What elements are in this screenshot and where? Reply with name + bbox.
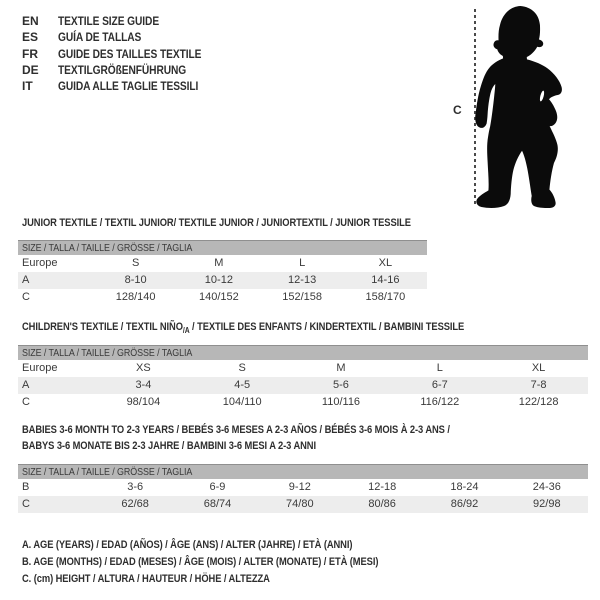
size-cell: L [436,362,443,374]
row-label: Europe [22,257,58,269]
babies-section-title-line2: BABYS 3-6 MONATE BIS 2-3 JAHRE / BAMBINI 3-6 MESI A 2-3 ANNI [22,440,316,452]
note-height-cm: C. (cm) HEIGHT / ALTURA / HAUTEUR / HÖHE / ALTEZZA [22,573,270,585]
table-row-europe [18,255,427,272]
height-cell: 128/140 [115,291,156,303]
age-cell: 4-5 [234,379,251,391]
children-section-title: CHILDREN'S TEXTILE / TEXTIL $NIÑO_{/A}$ / TEXTILE DES ENFANTS / KINDERTEXTIL / BAMBINI TESSILE [22,321,465,336]
size-cell: XS [136,362,151,374]
age-cell: 5-6 [333,379,349,391]
row-label: A [22,379,30,391]
table-row-age [18,377,588,394]
guide-title-fr: GUIDE DES TAILLES TEXTILE [58,46,202,61]
age-cell: 18-24 [450,481,479,493]
toddler-silhouette [473,6,576,208]
age-cell: 14-16 [371,274,400,286]
age-cell: 10-12 [204,274,233,286]
table-row-europe [18,360,588,377]
title-subscript: /A [182,326,190,336]
height-cell: 152/158 [282,291,322,303]
guide-title-en: TEXTILE SIZE GUIDE [58,14,160,28]
language-code: FR [22,46,38,61]
row-label: A [22,274,30,286]
junior-size-table [18,240,427,306]
age-cell: 6-7 [431,379,448,391]
guide-title-es: GUÍA DE TALLAS [58,30,142,45]
babies-size-table [18,464,588,513]
table-row-age [18,272,427,289]
row-label: C [22,498,30,510]
age-cell: 3-6 [127,481,144,493]
age-cell: 3-4 [135,379,152,391]
size-cell: L [299,257,306,269]
height-cell: 86/92 [450,498,479,510]
language-row-de [22,62,227,78]
note-age-years: A. AGE (YEARS) / EDAD (AÑOS) / ÂGE (ANS) / ALTER (JAHRE) / ETÀ (ANNI) [22,539,353,551]
table-row-height [18,394,588,411]
row-label: B [22,481,30,493]
size-header-bar: SIZE / TALLA / TAILLE / GRÖSSE / TAGLIA [18,345,588,360]
height-cell: 98/104 [126,396,161,408]
size-cell: XL [531,362,546,374]
height-cell: 116/122 [420,396,460,408]
row-label: C [22,396,30,408]
children-size-table [18,345,588,411]
table-row-age-months [18,479,588,496]
height-cell: 74/80 [286,498,314,510]
height-cell: 158/170 [365,291,406,303]
height-cell: 80/86 [368,498,396,510]
language-code: IT [22,79,33,94]
table-row-height [18,496,588,513]
height-cell: 140/152 [198,291,239,303]
size-cell: XL [378,257,393,269]
row-label: Europe [22,362,58,374]
language-row-fr [22,46,227,62]
size-cell: M [214,257,224,269]
height-cell: 110/116 [321,396,361,408]
size-header-bar: SIZE / TALLA / TAILLE / GRÖSSE / TAGLIA [18,240,427,255]
height-cell: 104/110 [222,396,262,408]
height-cell: 92/98 [533,498,561,510]
age-cell: 8-10 [124,274,147,286]
table-row-height [18,289,427,306]
junior-section-title: JUNIOR TEXTILE / TEXTIL JUNIOR/ TEXTILE JUNIOR / JUNIORTEXTIL / JUNIOR TESSILE [22,217,411,229]
size-header-bar: SIZE / TALLA / TAILLE / GRÖSSE / TAGLIA [18,464,588,479]
language-row-it [22,78,227,94]
legend-notes [22,537,441,588]
row-label: C [22,291,30,303]
age-cell: 9-12 [288,481,311,493]
age-cell: 7-8 [530,379,547,391]
babies-section-title-line1: BABIES 3-6 MONTH TO 2-3 YEARS / BEBÉS 3-6 MESES A 2-3 AÑOS / BÉBÉS 3-6 MOIS À 2-3 ANS / [22,424,450,436]
language-legend [22,13,227,94]
age-cell: 12-18 [368,481,397,493]
guide-title-de: TEXTILGRÖßENFÜHRUNG [58,62,187,77]
height-cell: 122/128 [518,396,559,408]
note-age-months: B. AGE (MONTHS) / EDAD (MESES) / ÂGE (MOIS) / ALTER (MONATE) / ETÀ (MESI) [22,556,379,568]
age-cell: 24-36 [532,481,561,493]
height-cell: 62/68 [121,498,149,510]
size-cell: S [238,362,246,374]
age-cell: 12-13 [288,274,317,286]
height-measure-label: C [453,103,462,117]
size-cell: M [336,362,346,374]
language-row-es [22,29,227,45]
language-code: ES [22,30,39,45]
language-code: EN [22,14,39,28]
language-row-en [22,13,227,29]
height-cell: 68/74 [203,498,232,510]
size-cell: S [131,257,140,269]
age-cell: 6-9 [209,481,226,493]
guide-title-it: GUIDA ALLE TAGLIE TESSILI [58,79,199,94]
language-code: DE [22,62,39,77]
